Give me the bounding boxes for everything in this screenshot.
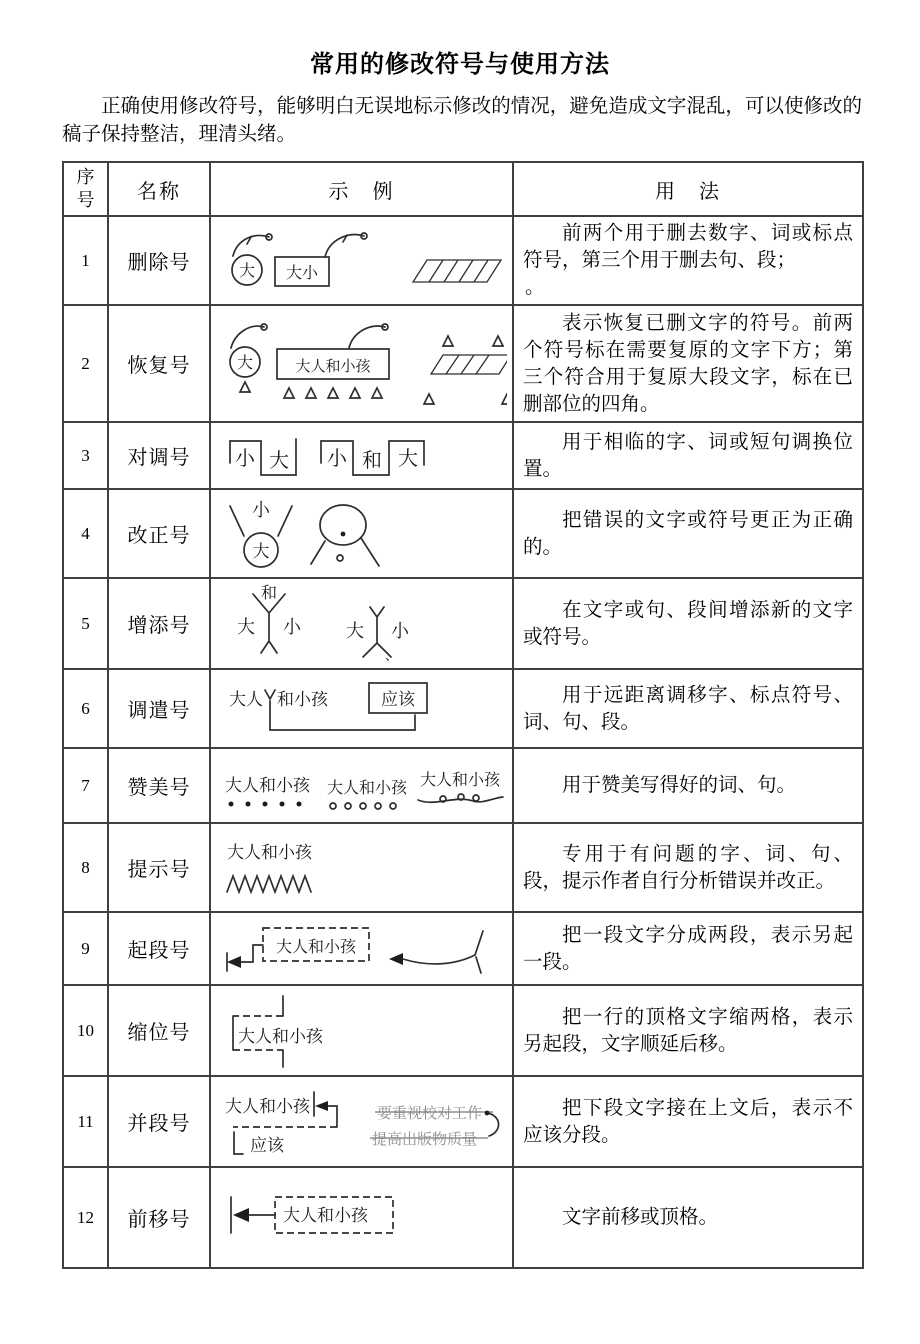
svg-text:小: 小	[252, 500, 270, 520]
row-usage: 文字前移或顶格。	[513, 1167, 863, 1268]
row-no: 2	[63, 305, 108, 422]
svg-text:小: 小	[283, 617, 301, 637]
row-name: 恢复号	[108, 305, 210, 422]
svg-text:大人和小孩: 大人和小孩	[295, 359, 371, 375]
row-example	[210, 912, 513, 985]
row-no: 11	[63, 1076, 108, 1167]
row-example	[210, 823, 513, 912]
row-no: 7	[63, 748, 108, 823]
indent-symbol-example	[217, 988, 507, 1068]
insert-symbol-example	[217, 581, 507, 661]
svg-text:、: 、	[385, 648, 399, 661]
table-row	[63, 578, 863, 669]
svg-text:大人和小孩: 大人和小孩	[225, 776, 310, 795]
row-name: 调遣号	[108, 669, 210, 748]
row-name: 并段号	[108, 1076, 210, 1167]
svg-text:应该: 应该	[250, 1136, 284, 1155]
svg-text:要重视校对工作: 要重视校对工作	[377, 1106, 483, 1122]
row-no: 5	[63, 578, 108, 669]
row-no: 4	[63, 489, 108, 578]
row-example	[210, 1076, 513, 1167]
svg-text:和小孩: 和小孩	[277, 690, 328, 709]
svg-text:提高出版物质量: 提高出版物质量	[372, 1132, 478, 1148]
svg-text:和: 和	[260, 585, 278, 602]
table-row	[63, 422, 863, 489]
swap-symbol-example	[217, 425, 507, 481]
row-example	[210, 985, 513, 1076]
row-example	[210, 1167, 513, 1268]
merge-paragraph-symbol-example	[217, 1079, 507, 1159]
row-example	[210, 669, 513, 748]
table-row	[63, 1076, 863, 1167]
table-header-row	[63, 162, 863, 216]
header-name: 名称	[108, 162, 210, 216]
svg-text:应该: 应该	[381, 690, 415, 709]
row-name: 改正号	[108, 489, 210, 578]
row-usage: 专用于有问题的字、词、句、段，提示作者自行分析错误并改正。	[513, 823, 863, 912]
restore-symbol-example	[217, 308, 507, 414]
svg-text:大: 大	[237, 617, 255, 637]
svg-text:大人和小孩: 大人和小孩	[327, 780, 408, 797]
table-row	[63, 748, 863, 823]
row-no: 9	[63, 912, 108, 985]
row-name: 增添号	[108, 578, 210, 669]
move-symbol-example	[217, 672, 507, 740]
table-row	[63, 823, 863, 912]
row-name: 对调号	[108, 422, 210, 489]
row-usage: 前两个用于删去数字、词或标点符号，第三个用于删去句、段； 。	[513, 216, 863, 305]
svg-text:大: 大	[346, 621, 364, 641]
svg-text:大小: 大小	[285, 265, 319, 282]
row-example	[210, 489, 513, 578]
svg-text:大人: 大人	[229, 690, 263, 709]
svg-text:大: 大	[238, 263, 256, 280]
svg-text:大人和小孩: 大人和小孩	[420, 772, 501, 789]
table-row	[63, 1167, 863, 1268]
row-example	[210, 305, 513, 422]
svg-text:小: 小	[327, 448, 347, 470]
table-row	[63, 489, 863, 578]
svg-text:小: 小	[391, 621, 409, 641]
move-forward-symbol-example	[217, 1170, 507, 1260]
svg-text:大: 大	[252, 542, 270, 561]
row-usage: 用于赞美写得好的词、句。	[513, 748, 863, 823]
svg-text:和: 和	[362, 450, 382, 472]
header-example: 示 例	[210, 162, 513, 216]
row-name: 提示号	[108, 823, 210, 912]
row-name: 前移号	[108, 1167, 210, 1268]
row-no: 12	[63, 1167, 108, 1268]
row-example	[210, 748, 513, 823]
row-no: 1	[63, 216, 108, 305]
row-no: 8	[63, 823, 108, 912]
svg-text:小: 小	[235, 448, 255, 470]
row-example	[210, 422, 513, 489]
row-no: 3	[63, 422, 108, 489]
svg-text:大人和小孩: 大人和小孩	[238, 1027, 323, 1046]
row-usage: 用于远距离调移字、标点符号、词、句、段。	[513, 669, 863, 748]
row-name: 缩位号	[108, 985, 210, 1076]
table-row	[63, 912, 863, 985]
header-usage: 用 法	[513, 162, 863, 216]
header-no: 序号	[63, 162, 108, 216]
row-name: 删除号	[108, 216, 210, 305]
row-usage: 把下段文字接在上文后，表示不应该分段。	[513, 1076, 863, 1167]
row-usage: 把一段文字分成两段，表示另起一段。	[513, 912, 863, 985]
row-example	[210, 578, 513, 669]
correction-symbols-table	[62, 161, 864, 1269]
table-row	[63, 305, 863, 422]
row-usage: 在文字或句、段间增添新的文字或符号。	[513, 578, 863, 669]
svg-text:大人和小孩: 大人和小孩	[227, 843, 312, 862]
table-row	[63, 669, 863, 748]
svg-text:大人和小孩: 大人和小孩	[275, 939, 357, 956]
new-paragraph-symbol-example	[217, 915, 507, 977]
row-usage: 把一行的顶格文字缩两格，表示另起段，文字顺延后移。	[513, 985, 863, 1076]
praise-symbol-example	[217, 751, 507, 815]
intro-paragraph: 正确使用修改符号，能够明白无误地标示修改的情况，避免造成文字混乱，可以使修改的稿子保持整洁，理清头绪。	[62, 96, 862, 145]
row-no: 6	[63, 669, 108, 748]
svg-text:大: 大	[398, 448, 418, 470]
svg-text:大: 大	[236, 355, 254, 372]
row-usage: 用于相临的字、词或短句调换位置。	[513, 422, 863, 489]
row-usage: 把错误的文字或符号更正为正确的。	[513, 489, 863, 578]
svg-text:大: 大	[269, 450, 289, 472]
delete-symbol-example	[217, 220, 507, 296]
row-name: 赞美号	[108, 748, 210, 823]
row-name: 起段号	[108, 912, 210, 985]
svg-text:大人和小孩: 大人和小孩	[283, 1206, 368, 1225]
table-row	[63, 985, 863, 1076]
row-example	[210, 216, 513, 305]
row-usage: 表示恢复已删文字的符号。前两个符号标在需要复原的文字下方；第三个符合用于复原大段文字，标在已删部位的四角。	[513, 305, 863, 422]
correct-symbol-example	[217, 492, 507, 570]
page-title: 常用的修改符号与使用方法	[310, 51, 610, 78]
hint-symbol-example	[217, 826, 507, 904]
row-no: 10	[63, 985, 108, 1076]
table-row	[63, 216, 863, 305]
svg-text:大人和小孩: 大人和小孩	[225, 1097, 310, 1116]
